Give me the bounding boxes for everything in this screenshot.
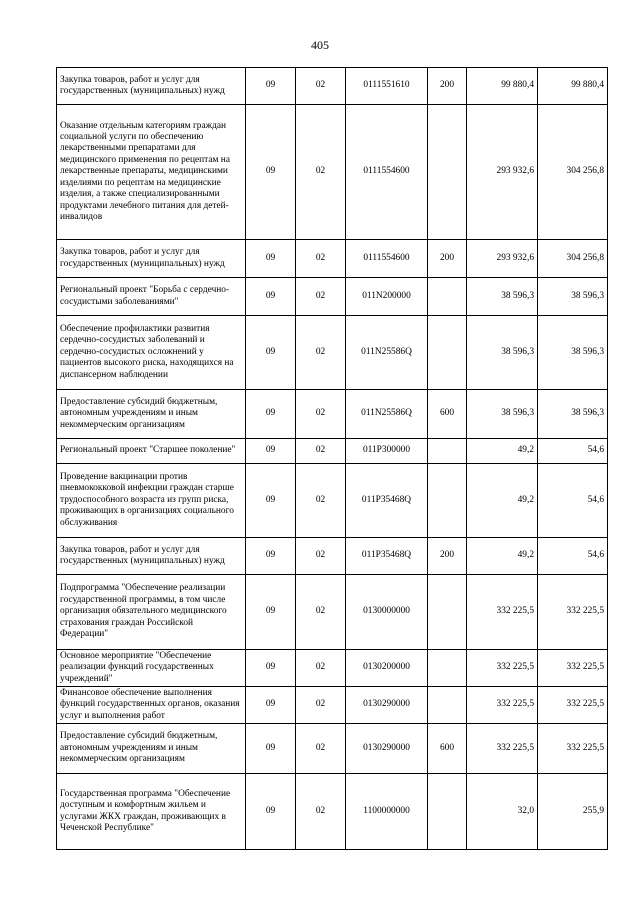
table-row	[57, 464, 608, 538]
row-name: Основное мероприятие "Обеспечение реализации функций государственных учреждений"	[57, 650, 246, 687]
table-row	[57, 650, 608, 687]
row-amount-1: 293 932,6	[467, 240, 538, 278]
row-subsection: 02	[296, 538, 346, 575]
row-expense-type: 600	[428, 724, 467, 774]
row-amount-2: 54,6	[538, 439, 608, 464]
row-target-code: 0130200000	[346, 650, 428, 687]
row-subsection: 02	[296, 650, 346, 687]
row-expense-type	[428, 575, 467, 650]
row-target-code: 011P35468Q	[346, 464, 428, 538]
row-amount-1: 38 596,3	[467, 278, 538, 316]
table-row	[57, 390, 608, 439]
table-row	[57, 439, 608, 464]
row-section: 09	[246, 439, 296, 464]
row-target-code: 011N200000	[346, 278, 428, 316]
row-amount-2: 304 256,8	[538, 240, 608, 278]
row-expense-type	[428, 278, 467, 316]
row-section: 09	[246, 538, 296, 575]
row-amount-1: 38 596,3	[467, 390, 538, 439]
table-row	[57, 774, 608, 850]
row-name: Оказание отдельным категориям граждан социальной услуги по обеспечению лекарственными препаратами для медицинского применения по рецептам на лекарственные препараты, медицинскими изделиями по рецептам на медицинские изделия, а также специализированными продуктами лечебного питания для детей-инвалидов	[57, 105, 246, 240]
row-expense-type	[428, 687, 467, 724]
table-row	[57, 687, 608, 724]
row-section: 09	[246, 390, 296, 439]
row-section: 09	[246, 687, 296, 724]
row-name: Финансовое обеспечение выполнения функций государственных органов, оказания услуг и выполнения работ	[57, 687, 246, 724]
row-expense-type	[428, 650, 467, 687]
row-target-code: 0130290000	[346, 687, 428, 724]
row-expense-type: 200	[428, 68, 467, 105]
row-expense-type	[428, 464, 467, 538]
row-section: 09	[246, 68, 296, 105]
row-target-code: 0111554600	[346, 105, 428, 240]
row-section: 09	[246, 774, 296, 850]
row-amount-2: 332 225,5	[538, 650, 608, 687]
row-amount-1: 332 225,5	[467, 650, 538, 687]
row-amount-2: 54,6	[538, 464, 608, 538]
table-row	[57, 724, 608, 774]
page-number: 405	[311, 38, 329, 52]
table-row	[57, 538, 608, 575]
row-expense-type	[428, 774, 467, 850]
row-amount-1: 99 880,4	[467, 68, 538, 105]
row-target-code: 011P35468Q	[346, 538, 428, 575]
row-subsection: 02	[296, 316, 346, 390]
row-amount-1: 332 225,5	[467, 724, 538, 774]
row-name: Проведение вакцинации против пневмококковой инфекции граждан старше трудоспособного возраста из групп риска, проживающих в организациях социального обслуживания	[57, 464, 246, 538]
row-section: 09	[246, 464, 296, 538]
row-subsection: 02	[296, 278, 346, 316]
row-subsection: 02	[296, 687, 346, 724]
row-amount-2: 332 225,5	[538, 575, 608, 650]
row-target-code: 0130000000	[346, 575, 428, 650]
row-amount-1: 49,2	[467, 439, 538, 464]
row-amount-1: 49,2	[467, 538, 538, 575]
row-name: Закупка товаров, работ и услуг для государственных (муниципальных) нужд	[57, 240, 246, 278]
table-row	[57, 105, 608, 240]
row-amount-2: 332 225,5	[538, 724, 608, 774]
row-target-code: 011N25586Q	[346, 390, 428, 439]
row-amount-2: 332 225,5	[538, 687, 608, 724]
row-amount-2: 99 880,4	[538, 68, 608, 105]
row-amount-2: 255,9	[538, 774, 608, 850]
row-name: Подпрограмма "Обеспечение реализации государственной программы, в том числе организация обязательного медицинского страхования граждан Российской Федерации"	[57, 575, 246, 650]
row-subsection: 02	[296, 390, 346, 439]
row-name: Предоставление субсидий бюджетным, автономным учреждениям и иным некоммерческим организациям	[57, 724, 246, 774]
row-section: 09	[246, 650, 296, 687]
row-amount-1: 332 225,5	[467, 687, 538, 724]
row-subsection: 02	[296, 464, 346, 538]
row-name: Обеспечение профилактики развития сердечно-сосудистых заболеваний и сердечно-сосудистых осложнений у пациентов высокого риска, находящихся на диспансерном наблюдении	[57, 316, 246, 390]
row-subsection: 02	[296, 439, 346, 464]
row-amount-2: 54,6	[538, 538, 608, 575]
row-section: 09	[246, 240, 296, 278]
row-amount-2: 304 256,8	[538, 105, 608, 240]
row-amount-1: 332 225,5	[467, 575, 538, 650]
row-target-code: 011P300000	[346, 439, 428, 464]
row-amount-1: 38 596,3	[467, 316, 538, 390]
row-amount-2: 38 596,3	[538, 390, 608, 439]
row-subsection: 02	[296, 240, 346, 278]
row-name: Государственная программа "Обеспечение доступным и комфортным жильем и услугами ЖКХ граждан, проживающих в Чеченской Республике"	[57, 774, 246, 850]
row-expense-type	[428, 316, 467, 390]
row-amount-1: 32,0	[467, 774, 538, 850]
row-subsection: 02	[296, 105, 346, 240]
row-name: Закупка товаров, работ и услуг для государственных (муниципальных) нужд	[57, 538, 246, 575]
table-row	[57, 240, 608, 278]
row-amount-2: 38 596,3	[538, 278, 608, 316]
row-expense-type: 200	[428, 240, 467, 278]
row-name: Закупка товаров, работ и услуг для государственных (муниципальных) нужд	[57, 68, 246, 105]
row-name: Региональный проект "Старшее поколение"	[57, 439, 246, 464]
row-amount-1: 49,2	[467, 464, 538, 538]
row-section: 09	[246, 575, 296, 650]
row-subsection: 02	[296, 575, 346, 650]
row-amount-1: 293 932,6	[467, 105, 538, 240]
row-name: Региональный проект "Борьба с сердечно-сосудистыми заболеваниями"	[57, 278, 246, 316]
row-subsection: 02	[296, 774, 346, 850]
row-subsection: 02	[296, 68, 346, 105]
table-row	[57, 68, 608, 105]
row-amount-2: 38 596,3	[538, 316, 608, 390]
row-target-code: 0111551610	[346, 68, 428, 105]
row-section: 09	[246, 278, 296, 316]
row-name: Предоставление субсидий бюджетным, автономным учреждениям и иным некоммерческим организациям	[57, 390, 246, 439]
row-expense-type	[428, 105, 467, 240]
row-section: 09	[246, 724, 296, 774]
row-expense-type	[428, 439, 467, 464]
row-target-code: 0130290000	[346, 724, 428, 774]
table-row	[57, 278, 608, 316]
row-subsection: 02	[296, 724, 346, 774]
row-target-code: 0111554600	[346, 240, 428, 278]
row-section: 09	[246, 316, 296, 390]
table-row	[57, 316, 608, 390]
table-row	[57, 575, 608, 650]
row-expense-type: 200	[428, 538, 467, 575]
row-section: 09	[246, 105, 296, 240]
budget-table	[56, 67, 608, 850]
row-target-code: 011N25586Q	[346, 316, 428, 390]
row-expense-type: 600	[428, 390, 467, 439]
row-target-code: 1100000000	[346, 774, 428, 850]
